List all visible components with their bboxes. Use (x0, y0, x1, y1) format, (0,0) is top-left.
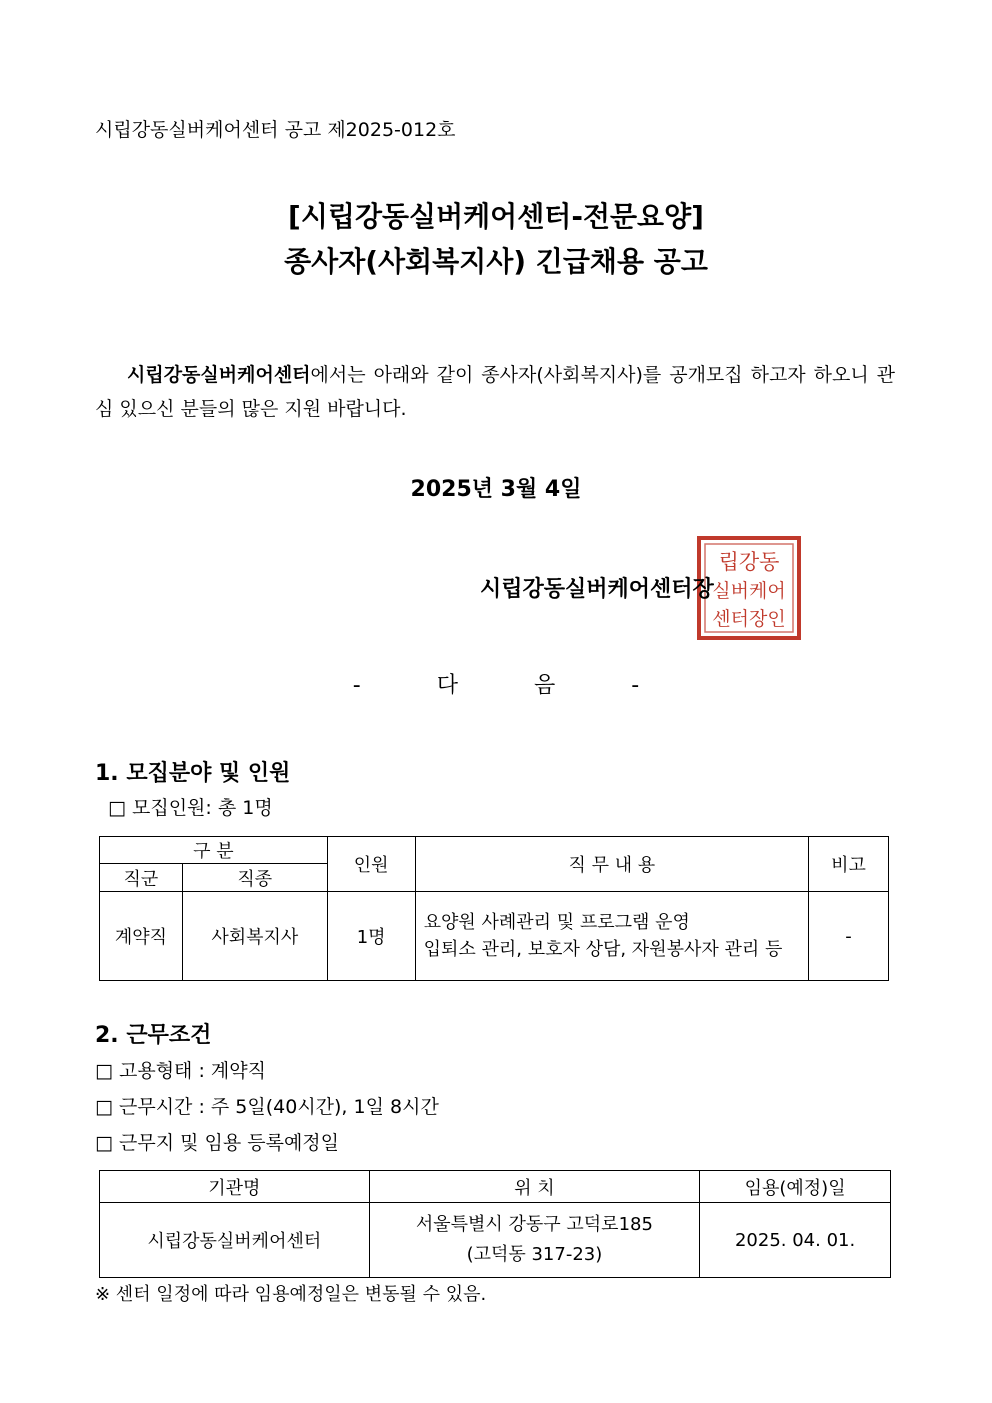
cell-inwon: 1명 (327, 892, 415, 981)
dagum-dash-left: - (352, 673, 361, 698)
intro-paragraph (95, 358, 895, 426)
title-line-2: 종사자(사회복지사) 긴급채용 공고 (284, 245, 708, 278)
condition-item-workplace: □ 근무지 및 임용 등록예정일 (95, 1132, 340, 1154)
footnote: ※ 센터 일정에 따라 임용예정일은 변동될 수 있음. (95, 1284, 487, 1305)
dagum-char-1: 다 (436, 673, 458, 698)
loc-line-2: (고덕동 317-23) (466, 1244, 603, 1265)
jikmu-line-1: 요양원 사례관리 및 프로그램 운영 (423, 912, 690, 933)
jikmu-line-2: 입퇴소 관리, 보호자 상담, 자원봉사자 관리 등 (423, 939, 783, 960)
recruit-table (99, 836, 889, 981)
th-inwon: 인원 (327, 837, 415, 892)
heading-dagum (0, 668, 992, 699)
notice-date: 2025년 3월 4일 (410, 477, 582, 502)
table-row (100, 1203, 891, 1278)
seal-line-3: 센터장인 (712, 608, 786, 630)
dagum-char-2: 음 (534, 673, 556, 698)
title-line-1: [시립강동실버케어센터-전문요양] (288, 200, 704, 233)
th-jikmu: 직 무 내 용 (415, 837, 808, 892)
cell-loc (369, 1203, 700, 1278)
th-gubun: 구 분 (100, 837, 328, 864)
dagum-dash-right: - (631, 673, 640, 698)
intro-org-name: 시립강동실버케어센터 (127, 364, 311, 386)
th-jikjong: 직종 (182, 864, 327, 892)
cell-date: 2025. 04. 01. (700, 1203, 891, 1278)
signer-name: 시립강동실버케어센터장 (480, 577, 714, 602)
condition-item-employment: □ 고용형태 : 계약직 (95, 1060, 266, 1082)
th-org: 기관명 (100, 1171, 370, 1203)
seal-line-1: 립강동 (718, 550, 780, 574)
cell-jikgun: 계약직 (100, 892, 183, 981)
cell-jikjong: 사회복지사 (182, 892, 327, 981)
cell-bigo: - (809, 892, 889, 981)
notice-number: 시립강동실버케어센터 공고 제2025-012호 (95, 119, 456, 141)
recruit-count-item: □ 모집인원: 총 1명 (108, 797, 273, 819)
th-jikgun: 직군 (100, 864, 183, 892)
th-bigo: 비고 (809, 837, 889, 892)
cell-jikmu (415, 892, 808, 981)
section-1-title: 1. 모집분야 및 인원 (95, 761, 291, 786)
cell-org: 시립강동실버케어센터 (100, 1203, 370, 1278)
seal-line-2: 실버케어 (712, 580, 786, 602)
section-2-title: 2. 근무조건 (95, 1023, 212, 1048)
intro-text: 에서는 아래와 같이 종사자(사회복지사)를 공개모집 하고자 하오니 관심 있으신 분들의 많은 지원 바랍니다. (95, 364, 895, 420)
workplace-table (99, 1170, 891, 1278)
table-row (100, 892, 889, 981)
loc-line-1: 서울특별시 강동구 고덕로185 (415, 1214, 653, 1235)
th-date: 임용(예정)일 (700, 1171, 891, 1203)
th-loc: 위 치 (369, 1171, 700, 1203)
condition-item-hours: □ 근무시간 : 주 5일(40시간), 1일 8시간 (95, 1096, 439, 1118)
